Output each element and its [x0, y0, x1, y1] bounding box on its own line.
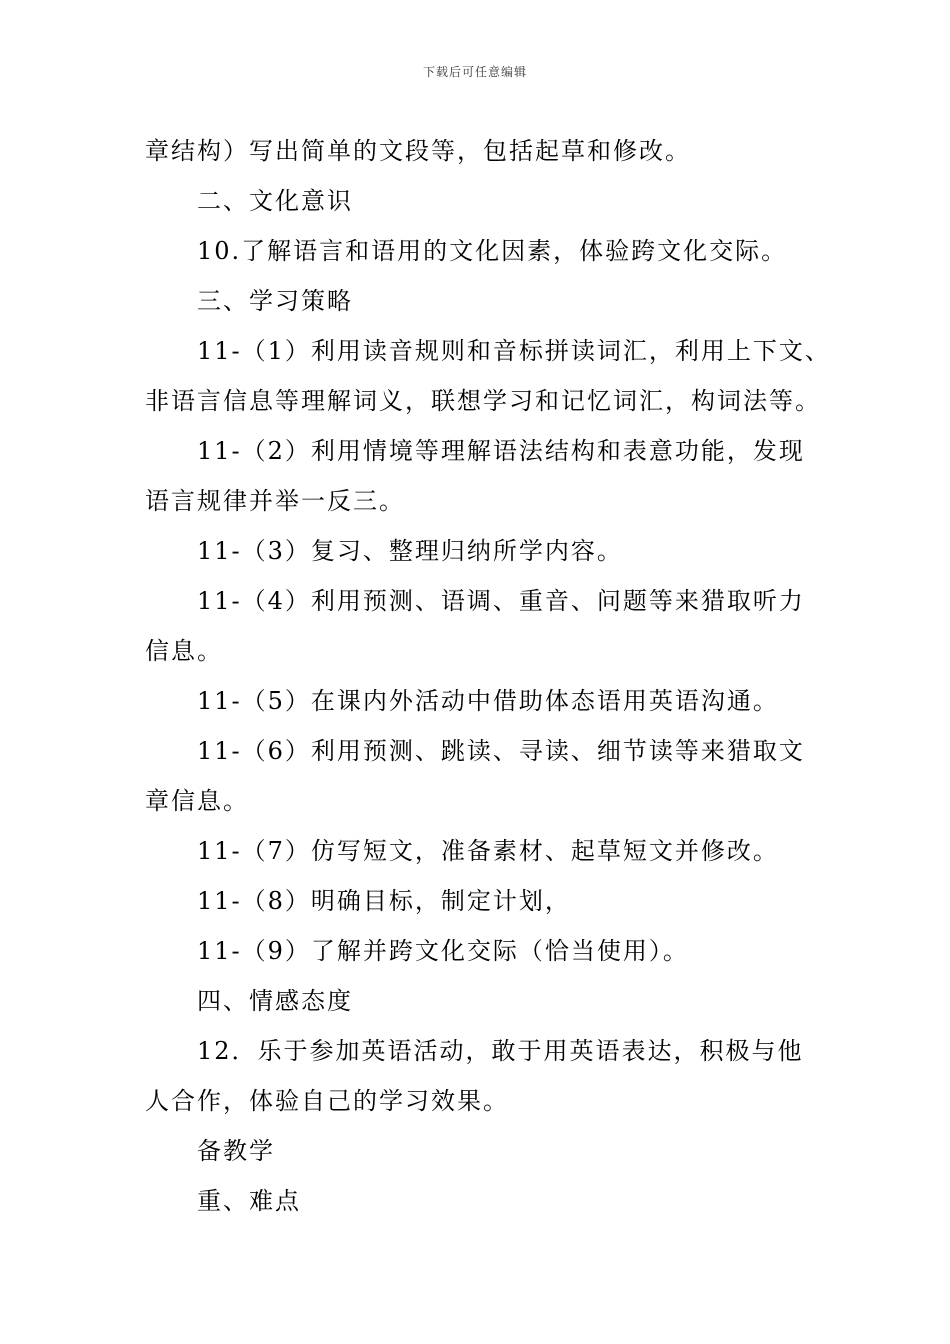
- page-header: 下载后可任意编辑: [422, 65, 527, 79]
- text-line: 12．乐于参加英语活动，敢于用英语表达，积极与他: [197, 1037, 804, 1065]
- section-heading-culture: 二、文化意识: [197, 187, 353, 215]
- text-line: 重、难点: [197, 1187, 301, 1215]
- text-line: 人合作，体验自己的学习效果。: [145, 1087, 509, 1115]
- section-heading-attitude: 四、情感态度: [197, 987, 353, 1015]
- text-line: 语言规律并举一反三。: [145, 487, 405, 515]
- text-line: 11-（5）在课内外活动中借助体态语用英语沟通。: [197, 687, 779, 715]
- text-line: 11-（6）利用预测、跳读、寻读、细节读等来猎取文: [197, 737, 805, 765]
- text-line: 11-（4）利用预测、语调、重音、问题等来猎取听力: [197, 587, 805, 615]
- text-line: 章结构）写出简单的文段等，包括起草和修改。: [145, 137, 691, 165]
- text-line: 11-（1）利用读音规则和音标拼读词汇，利用上下文、: [197, 337, 831, 365]
- text-line: 11-（8）明确目标，制定计划，: [197, 887, 571, 915]
- text-line: 11-（9）了解并跨文化交际（恰当使用）。: [197, 937, 689, 965]
- text-line: 11-（3）复习、整理归纳所学内容。: [197, 537, 623, 565]
- text-line: 11-（2）利用情境等理解语法结构和表意功能，发现: [197, 437, 805, 465]
- text-line: 10.了解语言和语用的文化因素，体验跨文化交际。: [197, 237, 788, 265]
- text-line: 备教学: [197, 1137, 275, 1165]
- text-line: 信息。: [145, 637, 223, 665]
- text-line: 章信息。: [145, 787, 249, 815]
- text-line: 11-（7）仿写短文，准备素材、起草短文并修改。: [197, 837, 779, 865]
- document-body: [145, 126, 831, 1226]
- text-line: 非语言信息等理解词义，联想学习和记忆词汇，构词法等。: [145, 387, 821, 415]
- section-heading-strategy: 三、学习策略: [197, 287, 353, 315]
